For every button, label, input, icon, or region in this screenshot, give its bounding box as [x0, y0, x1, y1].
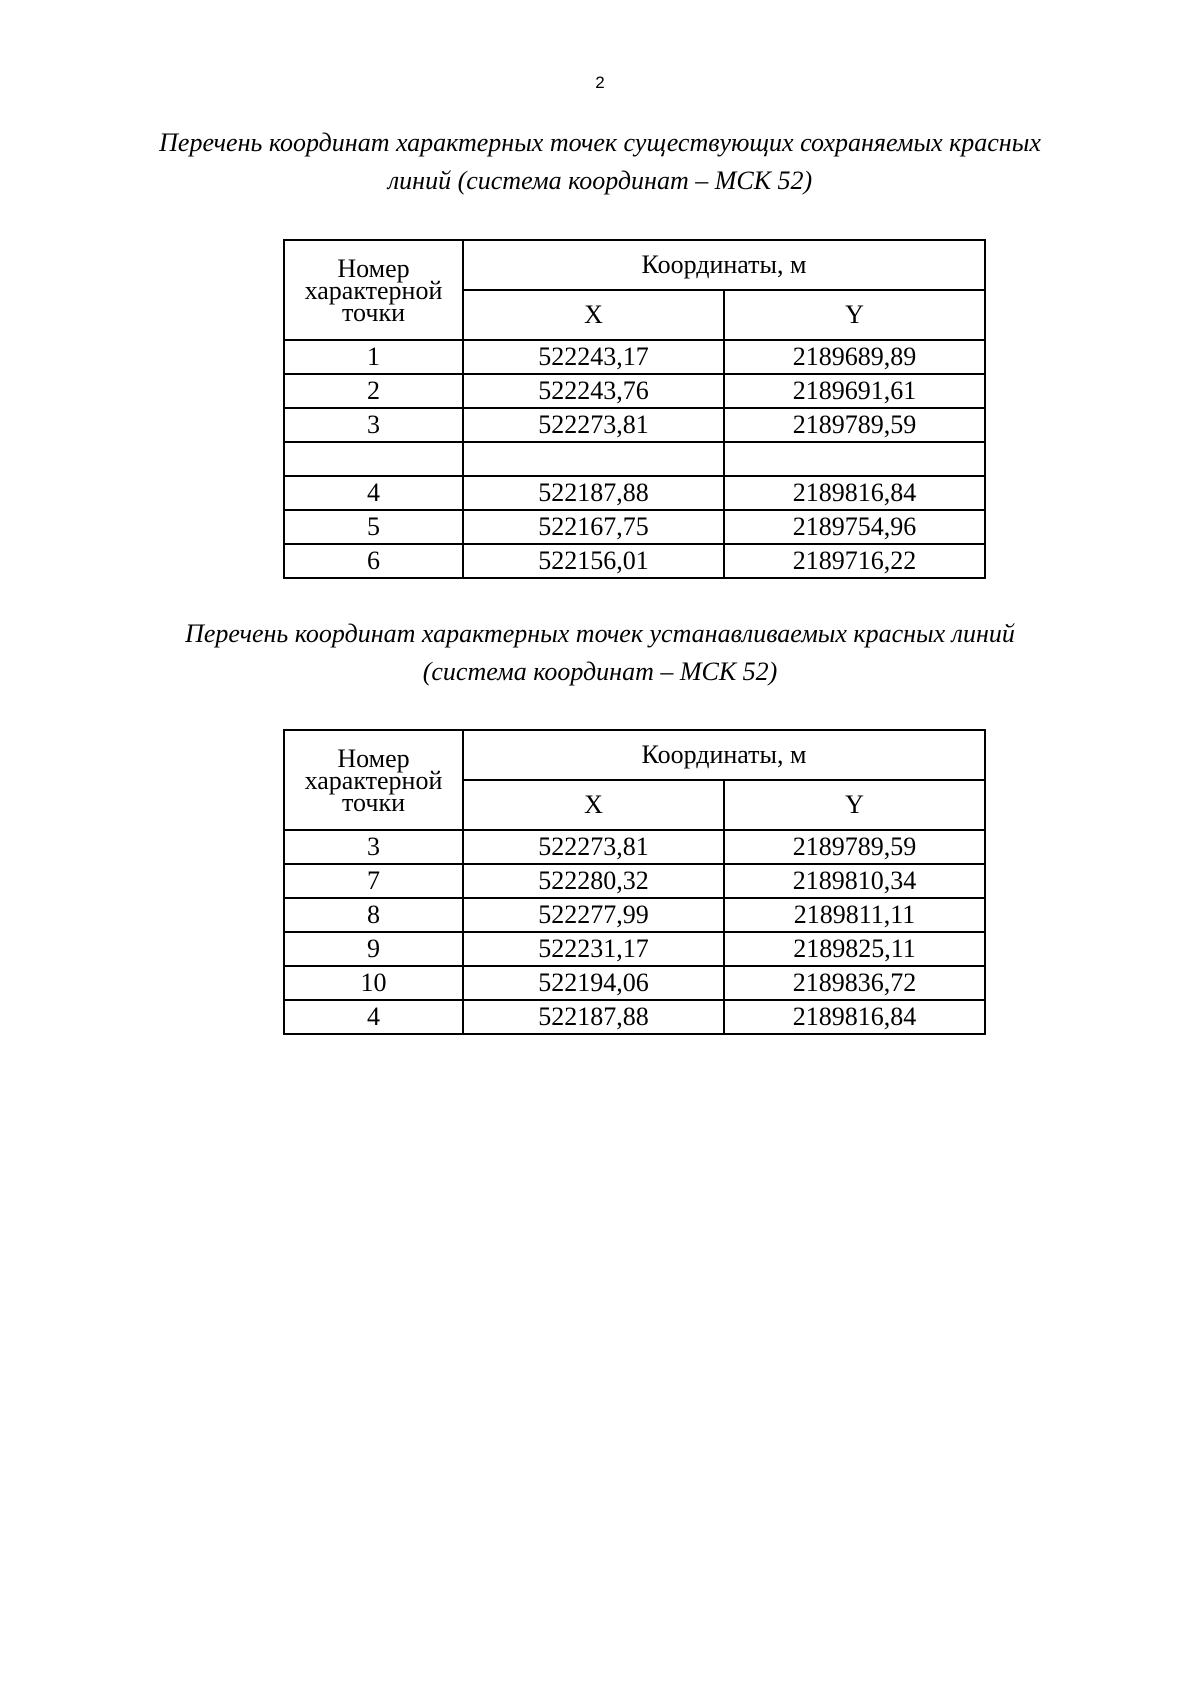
- x-header: X: [463, 780, 724, 830]
- x-cell: 522243,76: [463, 374, 724, 408]
- caption-line: Перечень координат характерных точек существующих сохраняемых красных: [159, 128, 1041, 157]
- x-cell: 522277,99: [463, 898, 724, 932]
- table-row-empty: [284, 442, 985, 476]
- section-2-caption: [120, 615, 1080, 691]
- point-number-cell: 4: [284, 476, 463, 510]
- page-number: 2: [595, 73, 605, 92]
- header-line: Номер: [337, 744, 410, 773]
- table-row: [284, 408, 985, 442]
- established-red-lines-table: [283, 729, 986, 1035]
- x-cell: [463, 442, 724, 476]
- y-cell: 2189689,89: [724, 340, 985, 374]
- x-cell: 522187,88: [463, 1000, 724, 1034]
- y-header: Y: [724, 780, 985, 830]
- coordinates-header: Координаты, м: [463, 240, 985, 290]
- point-number-cell: 6: [284, 544, 463, 578]
- table-row: [284, 864, 985, 898]
- point-number-cell: 10: [284, 966, 463, 1000]
- y-cell: 2189789,59: [724, 408, 985, 442]
- existing-red-lines-table: [283, 239, 986, 579]
- header-line: Номер: [337, 254, 410, 283]
- x-header: X: [463, 290, 724, 340]
- table-row: [284, 898, 985, 932]
- caption-line: (система координат – МСК 52): [422, 657, 778, 686]
- y-cell: 2189716,22: [724, 544, 985, 578]
- point-number-header: [284, 730, 463, 830]
- header-line: характерной: [304, 766, 443, 795]
- x-cell: 522273,81: [463, 830, 724, 864]
- y-cell: 2189816,84: [724, 1000, 985, 1034]
- point-number-cell: 9: [284, 932, 463, 966]
- point-number-cell: 8: [284, 898, 463, 932]
- table-row: [284, 830, 985, 864]
- y-cell: 2189691,61: [724, 374, 985, 408]
- table-row: [284, 966, 985, 1000]
- y-cell: [724, 442, 985, 476]
- y-cell: 2189825,11: [724, 932, 985, 966]
- header-line: характерной: [304, 276, 443, 305]
- table-row: [284, 476, 985, 510]
- x-cell: 522156,01: [463, 544, 724, 578]
- point-number-cell: 7: [284, 864, 463, 898]
- x-cell: 522194,06: [463, 966, 724, 1000]
- x-cell: 522187,88: [463, 476, 724, 510]
- point-number-cell: 3: [284, 408, 463, 442]
- table-row: [284, 1000, 985, 1034]
- x-cell: 522273,81: [463, 408, 724, 442]
- x-cell: 522280,32: [463, 864, 724, 898]
- point-number-cell: [284, 442, 463, 476]
- x-cell: 522231,17: [463, 932, 724, 966]
- caption-line: линий (система координат – МСК 52): [387, 166, 813, 195]
- y-cell: 2189754,96: [724, 510, 985, 544]
- point-number-cell: 2: [284, 374, 463, 408]
- x-cell: 522243,17: [463, 340, 724, 374]
- point-number-cell: 1: [284, 340, 463, 374]
- point-number-cell: 3: [284, 830, 463, 864]
- point-number-header: [284, 240, 463, 340]
- table-row: [284, 340, 985, 374]
- y-cell: 2189811,11: [724, 898, 985, 932]
- table-row: [284, 544, 985, 578]
- y-cell: 2189789,59: [724, 830, 985, 864]
- table-row: [284, 932, 985, 966]
- y-cell: 2189836,72: [724, 966, 985, 1000]
- caption-line: Перечень координат характерных точек устанавливаемых красных линий: [185, 619, 1015, 648]
- coordinates-header: Координаты, м: [463, 730, 985, 780]
- table-row: [284, 374, 985, 408]
- y-cell: 2189810,34: [724, 864, 985, 898]
- point-number-cell: 4: [284, 1000, 463, 1034]
- section-1-caption: [120, 124, 1080, 200]
- y-header: Y: [724, 290, 985, 340]
- x-cell: 522167,75: [463, 510, 724, 544]
- y-cell: 2189816,84: [724, 476, 985, 510]
- header-line: точки: [342, 298, 405, 327]
- header-line: точки: [342, 788, 405, 817]
- point-number-cell: 5: [284, 510, 463, 544]
- table-row: [284, 510, 985, 544]
